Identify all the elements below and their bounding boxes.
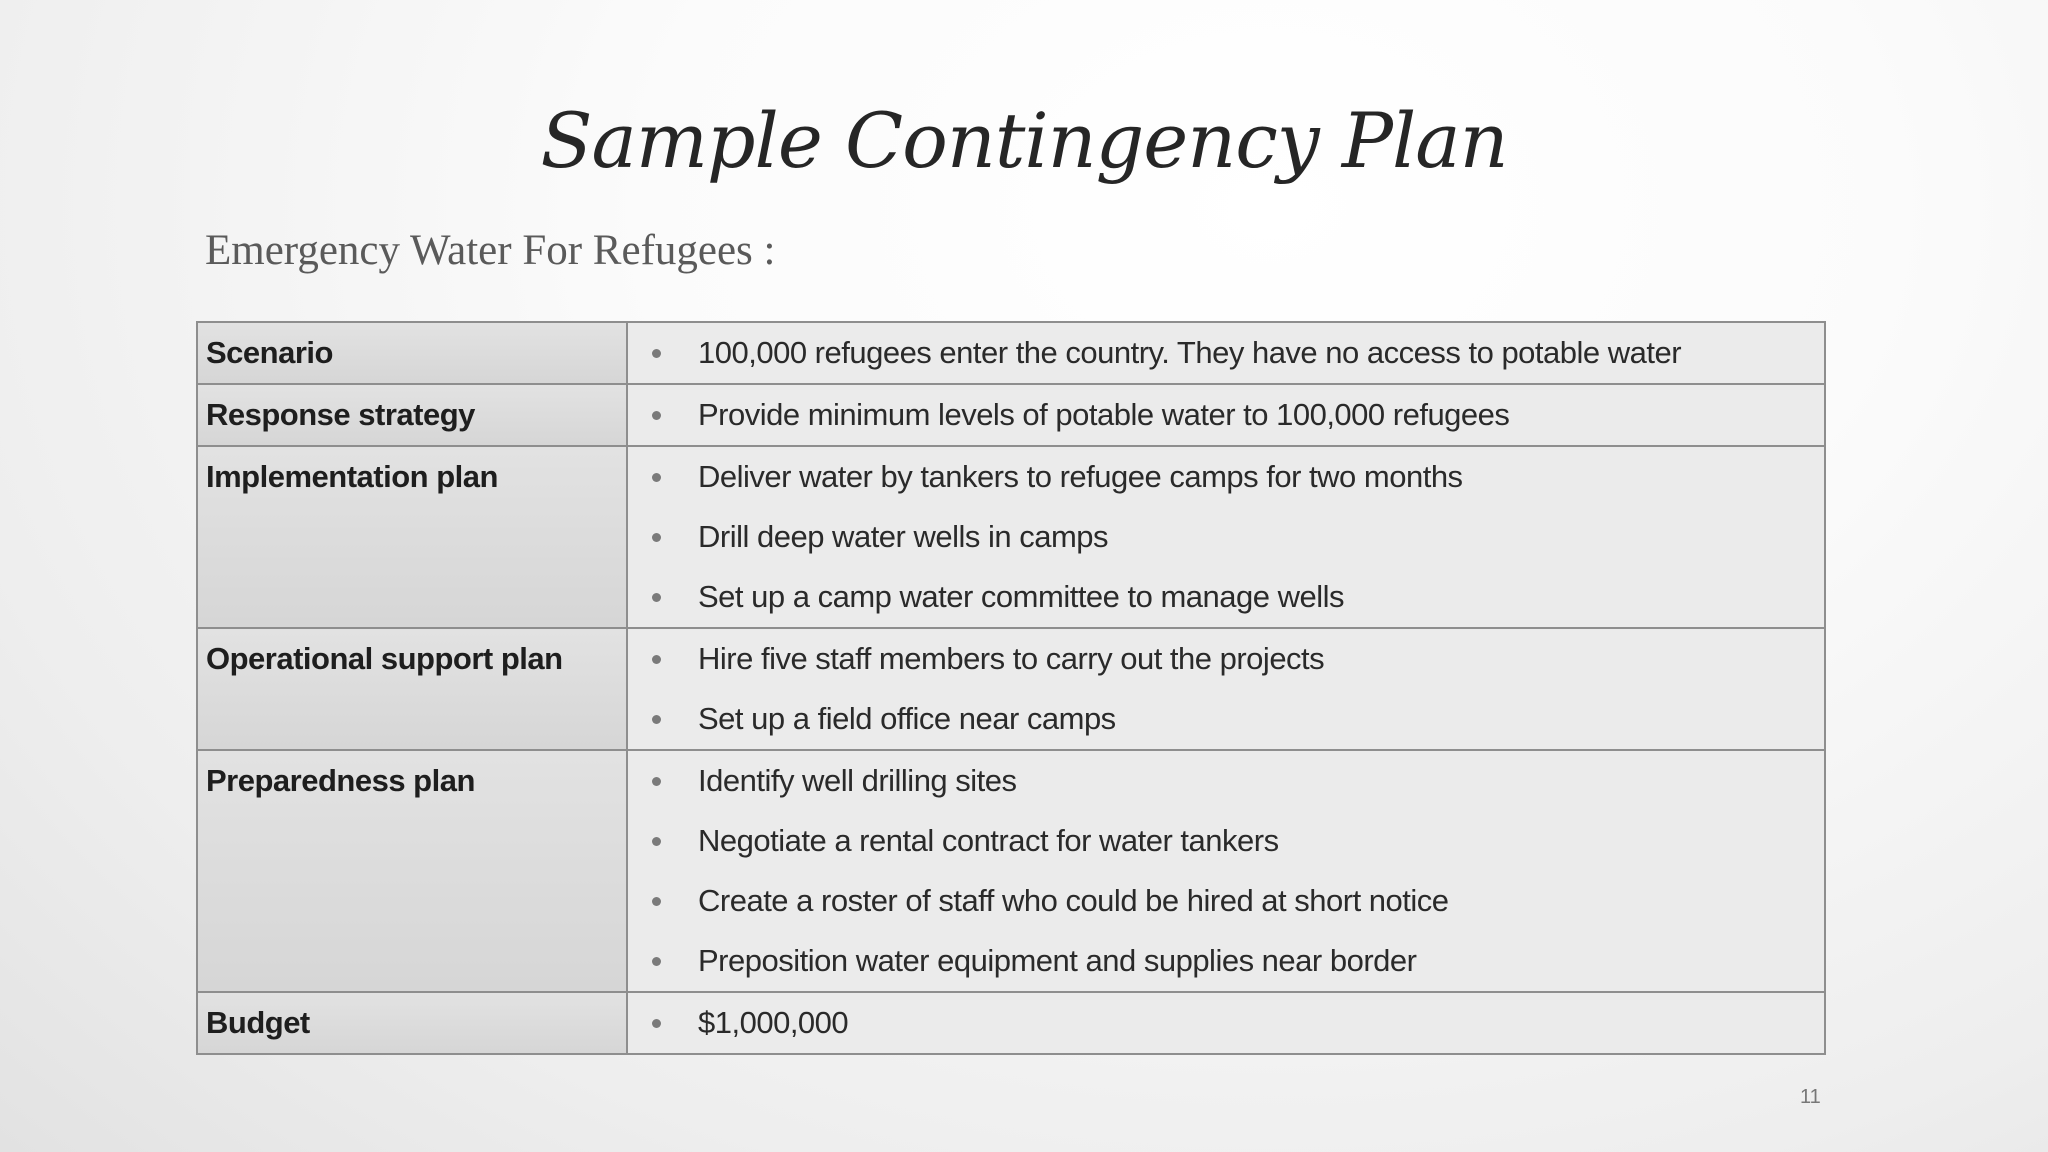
row-label: Preparedness plan [197,750,627,992]
row-content [627,446,1825,628]
list-item-text: Set up a camp water committee to manage wells [698,579,1345,614]
list-item [628,507,1824,567]
list-item-text: $1,000,000 [698,1005,849,1040]
list-item-text: Negotiate a rental contract for water tankers [698,823,1279,858]
bullet-icon [652,957,661,966]
list-item [628,811,1824,871]
list-item [628,751,1824,811]
slide-title: Sample Contingency Plan [540,96,1508,185]
list-item [628,385,1824,445]
row-label: Budget [197,992,627,1054]
list-item-text: Hire five staff members to carry out the projects [698,641,1325,676]
bullet-icon [652,777,661,786]
list-item-text: Drill deep water wells in camps [698,519,1109,554]
contingency-plan-table [196,321,1826,1055]
row-content [627,628,1825,750]
list-item-text: Provide minimum levels of potable water to 100,000 refugees [698,397,1510,432]
list-item [628,689,1824,749]
list-item-text: Create a roster of staff who could be hired at short notice [698,883,1449,918]
list-item [628,447,1824,507]
list-item [628,931,1824,991]
list-item [628,629,1824,689]
bullet-icon [652,1019,661,1028]
table-row-preparedness-plan [197,750,1825,992]
bullet-icon [652,593,661,602]
list-item-text: Deliver water by tankers to refugee camps for two months [698,459,1463,494]
row-content [627,992,1825,1054]
table-row-scenario [197,322,1825,384]
bullet-icon [652,533,661,542]
bullet-icon [652,349,661,358]
row-content [627,384,1825,446]
table-row-response-strategy [197,384,1825,446]
list-item [628,323,1824,383]
row-label: Scenario [197,322,627,384]
row-content [627,322,1825,384]
bullet-icon [652,715,661,724]
table-row-budget [197,992,1825,1054]
list-item [628,871,1824,931]
row-label: Implementation plan [197,446,627,628]
bullet-icon [652,473,661,482]
list-item-text: Set up a field office near camps [698,701,1116,736]
row-label: Response strategy [197,384,627,446]
list-item [628,567,1824,627]
list-item-text: 100,000 refugees enter the country. They have no access to potable water [698,335,1682,370]
bullet-icon [652,897,661,906]
bullet-icon [652,655,661,664]
row-label: Operational support plan [197,628,627,750]
bullet-icon [652,837,661,846]
list-item-text: Preposition water equipment and supplies near border [698,943,1417,978]
table-row-implementation-plan [197,446,1825,628]
slide-subtitle: Emergency Water For Refugees : [205,227,776,274]
row-content [627,750,1825,992]
list-item-text: Identify well drilling sites [698,763,1017,798]
bullet-icon [652,411,661,420]
list-item [628,993,1824,1053]
page-number: 11 [1800,1086,1821,1108]
table-row-operational-support-plan [197,628,1825,750]
